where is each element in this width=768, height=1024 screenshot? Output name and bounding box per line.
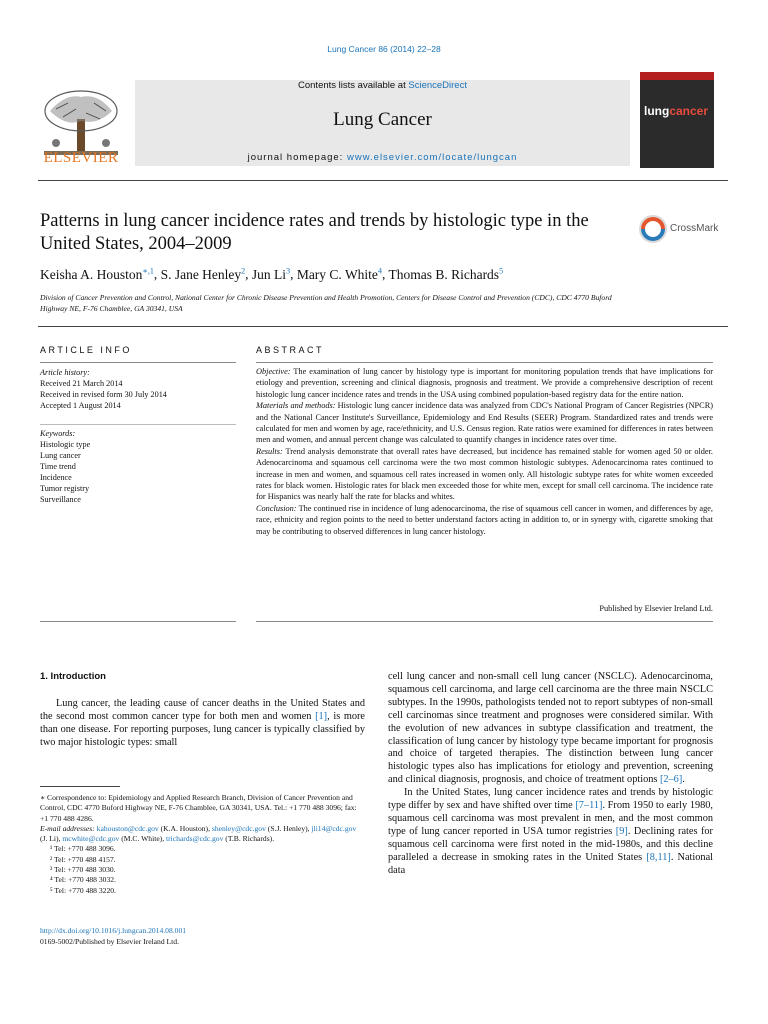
- tel-note: ¹ Tel: +770 488 3096.: [50, 844, 116, 854]
- footnotes: [40, 793, 365, 896]
- email-link[interactable]: jli14@cdc.gov: [311, 823, 357, 833]
- affiliation: Division of Cancer Prevention and Control, National Center for Chronic Disease Prevention and Health Promotion, Centers for Disease Control and Prevention (CDC), CDC 4770 Buford Highway NE, F-76 Chamblee, GA 30341, USA: [40, 293, 612, 313]
- keywords: [40, 428, 236, 505]
- citation-link[interactable]: [2–6]: [659, 774, 683, 786]
- author-affiliation-marker[interactable]: 2: [241, 266, 246, 275]
- author[interactable]: [388, 267, 503, 282]
- email-owner: (K.A. Houston),: [158, 823, 212, 833]
- keyword: Tumor registry: [40, 484, 90, 493]
- cover-journal-word: [644, 104, 708, 118]
- article-title: Patterns in lung cancer incidence rates and trends by histologic type in the United States, 2004–2009: [40, 211, 589, 254]
- abstract-objective: [256, 366, 713, 400]
- footnote-rule: [40, 786, 120, 787]
- abstract-bottom-rule: [256, 621, 713, 622]
- body-text: . Declining rates for squamous cell carcinoma were first noted in the mid-1980s, and this decline paralleled a decrease in smoking rates in the United States: [388, 825, 713, 863]
- journal-cover-image[interactable]: [640, 72, 714, 168]
- abstract-rule: [256, 362, 713, 363]
- author-name[interactable]: Thomas B. Richards: [388, 266, 500, 282]
- email-label: E-mail addresses:: [40, 823, 95, 833]
- doi-block: [40, 925, 365, 947]
- intro-column-right: [388, 671, 713, 878]
- cover-top-band: [640, 72, 714, 80]
- abstract-methods: [256, 400, 713, 446]
- methods-text: Histologic lung cancer incidence data was analyzed from CDC's National Program of Cancer Registries (NPCR) and the National Cancer Institute's Surveillance, Epidemiology and End Results (SEER) Program. Standardized rates and trends were calculated for men and women by age, race/ethnicity, and U.S. Census region. Rate ratios were examined for differences in rates between men and women, and annual percent change was calculated to quantify changes in incidence rates over time.: [256, 401, 714, 445]
- crossmark-label[interactable]: CrossMark: [670, 223, 719, 234]
- objective-label: Objective:: [256, 367, 291, 376]
- intro-paragraph: [388, 787, 713, 877]
- email-link[interactable]: kahouston@cdc.gov: [96, 823, 159, 833]
- author[interactable]: [40, 267, 154, 282]
- contents-prefix: Contents lists available at: [298, 80, 409, 91]
- results-label: Results:: [256, 446, 283, 456]
- keywords-rule: [40, 424, 236, 425]
- conclusion-label: Conclusion:: [256, 503, 297, 513]
- methods-label: Materials and methods:: [256, 401, 336, 411]
- results-text: Trend analysis demonstrate that overall rates have decreased, but incidence has remained stable for women aged 50 or older. Adenocarcinoma and squamous cell carcinoma were the two most common histologic subtypes. Adenocarcinoma rates continued to increase in men and women, and squamous cell rates increased in women only. All histologic subtype rates for white women exceeded rates for black women. Histologic rates for black men exceeded those for white men, except for small cell carcinoma. The incidence rate for Hispanics was nearly half the rate for blacks and whites.: [256, 446, 713, 502]
- homepage-prefix: journal homepage:: [247, 152, 347, 163]
- citation-link[interactable]: [7–11]: [575, 800, 603, 812]
- author-name[interactable]: Mary C. White: [296, 266, 378, 282]
- email-owner: (J. Li),: [40, 834, 63, 844]
- email-owner: (M.C. White),: [119, 834, 167, 844]
- abstract-conclusion: [256, 503, 713, 537]
- elsevier-logo-text: ELSEVIER: [43, 150, 119, 166]
- keyword: Time trend: [40, 462, 76, 471]
- sciencedirect-link[interactable]: ScienceDirect: [408, 80, 467, 91]
- tel-note: ⁵ Tel: +770 488 3220.: [50, 885, 116, 895]
- author[interactable]: [161, 267, 246, 282]
- citation-link[interactable]: [9]: [615, 825, 628, 837]
- body-text: In the United States, lung cancer incidence rates and trends by histologic type differ by sex and have shifted over time: [388, 787, 713, 812]
- tel-note: ² Tel: +770 488 4157.: [50, 854, 116, 864]
- tel-note: ³ Tel: +770 488 3030.: [50, 865, 116, 875]
- introduction-heading: 1. Introduction: [40, 671, 106, 682]
- history-label: Article history:: [40, 368, 90, 377]
- author-affiliation-marker[interactable]: 3: [286, 266, 291, 275]
- journal-title: Lung Cancer: [333, 109, 432, 130]
- doi-link[interactable]: http://dx.doi.org/10.1016/j.lungcan.2014.08.001: [40, 926, 187, 935]
- intro-paragraph-left: [40, 698, 365, 750]
- article-info-bottom-rule: [40, 621, 236, 622]
- cover-word-cancer: cancer: [669, 104, 709, 118]
- body-text: .: [682, 774, 685, 786]
- title-divider: [38, 326, 728, 327]
- email-link[interactable]: mcwhite@cdc.gov: [62, 834, 120, 844]
- author[interactable]: [297, 267, 382, 282]
- body-text: Lung cancer, the leading cause of cancer deaths in the United States and the second most common cancer type for both men and women: [40, 698, 365, 722]
- conclusion-text: The continued rise in incidence of lung adenocarcinoma, the rise of squamous cell cancer in women, and differences by age, race, ethnicity and region points to the need to better understand factors acting in addition to, or in synergy with, cigarette smoking that may be contributing to observed differences in lung cancer histology.: [256, 503, 713, 536]
- author-name[interactable]: Jun Li: [251, 266, 287, 282]
- keyword: Histologic type: [40, 440, 91, 449]
- header-divider: [38, 180, 728, 181]
- issn-line: 0169-5002/Published by Elsevier Ireland Ltd.: [40, 937, 179, 946]
- keyword: Lung cancer: [40, 451, 81, 460]
- author[interactable]: [252, 267, 290, 282]
- crossmark-icon[interactable]: [638, 214, 668, 244]
- keyword: Incidence: [40, 473, 72, 482]
- author-name[interactable]: S. Jane Henley: [160, 266, 242, 282]
- abstract-heading: ABSTRACT: [256, 345, 325, 355]
- citation-link[interactable]: [1]: [315, 710, 328, 722]
- correspondence-note: ∗ Correspondence to: Epidemiology and Applied Research Branch, Division of Cancer Prevention and Control, CDC 4770 Buford Highway NE, F-76 Chamblee, GA 30341, USA. Tel.: +1 770 488 3096; fax: +1 770 488 4286.: [40, 793, 357, 823]
- journal-homepage: [135, 152, 630, 163]
- email-link[interactable]: shenley@cdc.gov: [211, 823, 266, 833]
- published-by: Published by Elsevier Ireland Ltd.: [599, 604, 713, 613]
- author-affiliation-marker[interactable]: 5: [499, 266, 504, 275]
- tel-note: ⁴ Tel: +770 488 3032.: [50, 875, 116, 885]
- article-info-rule: [40, 362, 236, 363]
- email-addresses: [40, 824, 365, 845]
- keywords-label: Keywords:: [40, 429, 76, 438]
- intro-paragraph: [388, 671, 713, 787]
- author-affiliation-marker[interactable]: 4: [377, 266, 382, 275]
- body-text: , is more than one disease. For reporting purposes, lung cancer is typically classified by two major histologic types: small: [40, 710, 366, 748]
- cover-word-lung: lung: [644, 104, 670, 118]
- author-list: Keisha A. Houston$^{∗,1}$, S. Jane Henley$^2$, Jun Li$^3$, Mary C. White$^4$, Thomas B. Richards$^5$: [40, 266, 504, 282]
- history-received: Received 21 March 2014: [40, 379, 123, 388]
- citation-link[interactable]: [8,11]: [646, 851, 671, 863]
- homepage-link[interactable]: www.elsevier.com/locate/lungcan: [346, 152, 518, 163]
- history-accepted: Accepted 1 August 2014: [40, 401, 121, 410]
- email-owner: (T.B. Richards).: [223, 834, 275, 844]
- article-info-heading: ARTICLE INFO: [40, 345, 132, 355]
- body-text: . From 1950 to early 1980, squamous cell carcinoma was most prevalent in men, and the most common type of lung cancer reported in USA tumor registries: [388, 800, 714, 837]
- objective-text: The examination of lung cancer by histology type is important for monitoring population trends that have implications for etiology and prevention, screening and clinical diagnosis, prognosis and treatment. We provide a comprehensive description of recent histologic lung cancer incidence rates and trends in the USA using combined population-based registry data for the entire nation.: [256, 367, 713, 399]
- journal-reference-link[interactable]: Lung Cancer 86 (2014) 22–28: [327, 44, 441, 54]
- author-affiliation-marker[interactable]: ∗,1: [142, 266, 154, 275]
- contents-line: [135, 80, 630, 91]
- email-owner: (S.J. Henley),: [265, 823, 312, 833]
- body-text: . National data: [388, 851, 714, 876]
- keyword: Surveillance: [40, 495, 81, 504]
- author-name[interactable]: Keisha A. Houston: [40, 266, 143, 282]
- abstract-results: [256, 446, 713, 503]
- body-text: cell lung cancer and non-small cell lung cancer (NSCLC). Adenocarcinoma, squamous cell carcinoma, and large cell carcinoma are the three main NSCLC subtypes. In the 1990s, pathologists tended not to report subtypes of non-small cell carcinomas since treatment and prognoses were considered similar. With the evolution of new advances in subtype classification and treatment, the classification of lung cancer by histology type became important for prognosis and choice of targeted therapies. The distinction between lung cancer histologic types also has implications for etiology and prevention, screening and clinical diagnosis, prognosis, and choice of treatment options: [388, 671, 713, 786]
- history-revised: Received in revised form 30 July 2014: [40, 390, 167, 399]
- abstract-body: [256, 366, 713, 537]
- email-link[interactable]: trichards@cdc.gov: [166, 834, 224, 844]
- article-history: [40, 367, 236, 411]
